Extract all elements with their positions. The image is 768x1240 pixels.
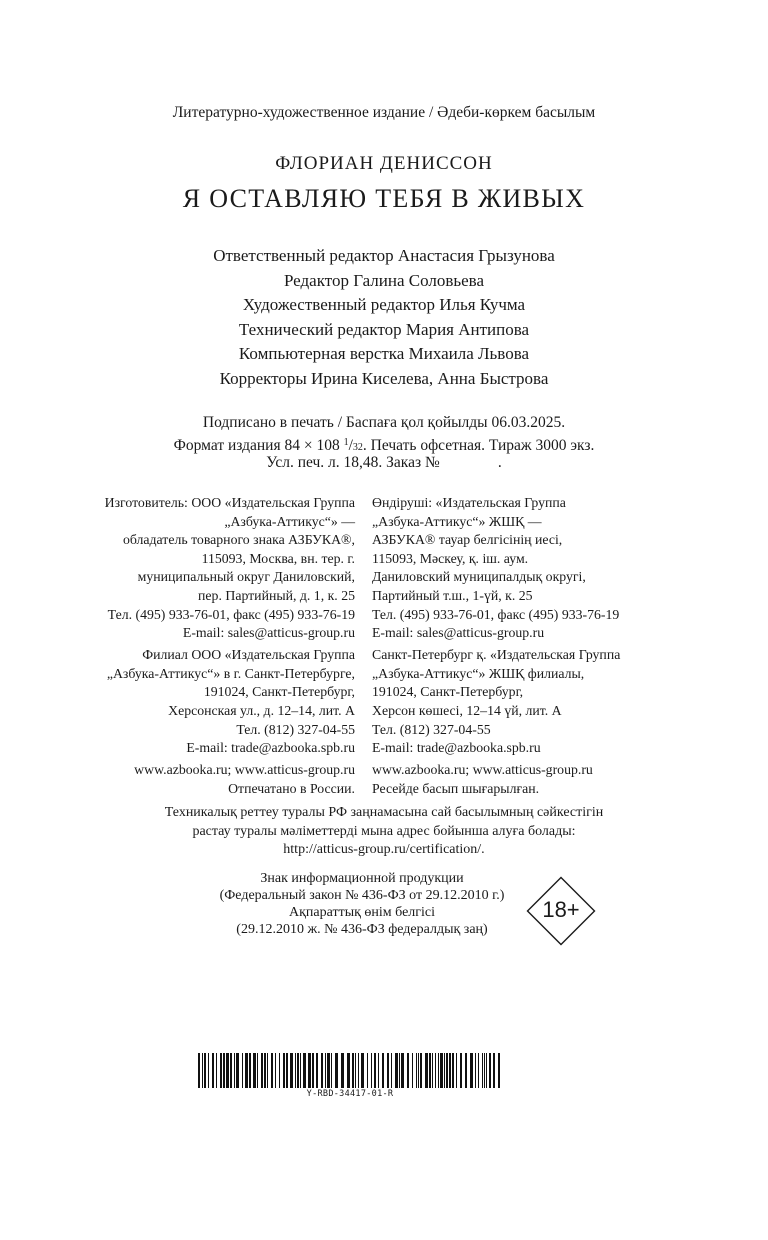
address-line: обладатель товарного знака АЗБУКА®, [122,532,355,548]
barcode-bar [204,1053,206,1088]
barcode-bar [279,1053,280,1088]
barcode-bar [261,1053,263,1088]
branch-block-kz [372,646,702,758]
barcode-bar [257,1053,258,1088]
barcode-bar [399,1053,400,1088]
barcode-bar [331,1053,332,1088]
info-line: (Федеральный закон № 436-ФЗ от 29.12.2010 г.) [219,888,505,903]
barcode-bar [297,1053,299,1088]
barcode-bar [358,1053,359,1088]
staff-line: Компьютерная верстка Михаила Львова [238,344,530,363]
barcode-bar [245,1053,248,1088]
manufacturer-block-ru [60,494,355,643]
barcode-bar [216,1053,217,1088]
barcode-bar [371,1053,372,1088]
book-title: Я ОСТАВЛЯЮ ТЕБЯ В ЖИВЫХ [182,184,586,213]
format-denominator: 32 [352,442,363,453]
barcode-bar [484,1053,485,1088]
barcode-bar [412,1053,413,1088]
barcode-bar [300,1053,301,1088]
web-block-ru [60,761,355,798]
barcode-bar [489,1053,491,1088]
barcode-bar [312,1053,314,1088]
barcode-bar [432,1053,433,1088]
format-line [0,433,768,453]
email-line: E-mail: sales@atticus-group.ru [182,625,355,641]
barcode-bar [220,1053,222,1088]
info-line: Ақпараттық өнім белгісі [288,905,436,920]
barcode-bar [456,1053,457,1088]
publisher-info-kazakh [372,494,702,802]
barcode-bar [382,1053,384,1088]
barcode-bar [335,1053,338,1088]
editorial-staff [0,244,768,391]
format-prefix: Формат издания 84 × 108 [173,437,344,454]
barcode-bar [478,1053,479,1088]
address-line: „Азбука-Аттикус“» в г. Санкт-Петербурге, [106,665,355,681]
barcode-bar [271,1053,273,1088]
barcode-bar [208,1053,209,1088]
barcode-bar [449,1053,451,1088]
barcode-bar [283,1053,285,1088]
web-block-kz [372,761,702,798]
websites-line: www.azbooka.ru; www.atticus-group.ru [372,762,593,778]
barcode-bar [290,1053,293,1088]
phone-line: Тел. (812) 327-04-55 [372,721,491,737]
barcode-bar [308,1053,311,1088]
barcode-bar [226,1053,229,1088]
barcode-bar [212,1053,214,1088]
barcode-bar [327,1053,330,1088]
barcode-bar [275,1053,276,1088]
printed-in-line: Ресейде басып шығарылған. [372,780,540,796]
address-line: Санкт-Петербург қ. «Издательская Группа [372,647,621,663]
barcode-bar [347,1053,350,1088]
staff-line: Корректоры Ирина Киселева, Анна Быстрова [219,368,549,388]
barcode-bar [352,1053,354,1088]
address-line: Өндіруші: «Издательская Группа [372,495,566,510]
email-line: E-mail: trade@azbooka.spb.ru [372,740,541,756]
barcode-bar [341,1053,344,1088]
barcode-bar [438,1053,439,1088]
barcode-bar [429,1053,431,1088]
address-line: Херсонская ул., д. 12–14, лит. А [168,702,355,718]
barcode-bar [493,1053,495,1088]
address-line: 115093, Мәскеу, қ. іш. аум. [372,550,529,566]
certification-notice [0,804,768,860]
barcode-bar [444,1053,445,1088]
barcode-bar [325,1053,326,1088]
information-product-sign [200,870,524,938]
address-line: 191024, Санкт-Петербург, [203,684,355,700]
barcode-bar [374,1053,376,1088]
barcode-bar [446,1053,448,1088]
barcode-bar [391,1053,392,1088]
info-line: (29.12.2010 ж. № 436-ФЗ федералдық заң) [236,922,488,937]
branch-block-ru [60,646,355,758]
barcode-bar [355,1053,356,1088]
address-line: АЗБУКА® тауар белгісінің иесі, [372,532,563,548]
barcode-bar [425,1053,428,1088]
address-line: пер. Партийный, д. 1, к. 25 [198,587,355,603]
edition-type: Литературно-художественное издание / Әдеби-көркем басылым [172,104,596,121]
address-line: Изготовитель: ООО «Издательская Группа [104,495,355,510]
barcode-bar [264,1053,266,1088]
address-line: „Азбука-Аттикус“» — [224,513,355,529]
barcode-bar [223,1053,225,1088]
barcode-bar [435,1053,436,1088]
address-line: 191024, Санкт-Петербург, [372,684,524,700]
barcode-bar [198,1053,200,1088]
barcode-bar [303,1053,306,1088]
certification-line: Техникалық реттеу туралы РФ заңнамасына сай басылымның сәйкестігін [164,805,604,820]
address-line: Партийный т.ш., 1-үй, к. 25 [372,587,533,603]
barcode-bar [401,1053,404,1088]
phone-line: Тел. (495) 933-76-01, факс (495) 933-76-19 [107,606,355,622]
barcode-bar [460,1053,462,1088]
barcode-bar [378,1053,379,1088]
barcode-bar [230,1053,232,1088]
barcode-bar [253,1053,256,1088]
format-numerator: 1 [343,437,349,448]
signed-to-print-line: Подписано в печать / Баспаға қол қойылды 06.03.2025. [202,414,566,431]
barcode-bar [486,1053,487,1088]
staff-line: Ответственный редактор Анастасия Грызунова [213,246,555,265]
barcode-bar [475,1053,476,1088]
author-name: ФЛОРИАН ДЕНИССОН [275,153,493,174]
staff-line: Художественный редактор Илья Кучма [242,295,526,314]
barcode-bar [395,1053,398,1088]
barcode-bar [387,1053,389,1088]
info-line: Знак информационной продукции [260,871,464,886]
phone-line: Тел. (495) 933-76-01, факс (495) 933-76-19 [372,606,620,622]
barcode-bar [482,1053,483,1088]
barcode-bar [465,1053,467,1088]
manufacturer-block-kz [372,494,702,643]
publisher-info-russian [60,494,355,802]
barcode-bar [452,1053,454,1088]
barcode-bar [236,1053,239,1088]
certification-line: растау туралы мәліметтерді мына адрес бойынша алуға болады: [192,823,576,839]
address-line: 115093, Москва, вн. тер. г. [201,550,355,566]
barcode-bar [234,1053,235,1088]
barcode-bar [321,1053,323,1088]
barcode-bar [249,1053,251,1088]
staff-line: Редактор Галина Соловьева [283,270,485,290]
websites-line: www.azbooka.ru; www.atticus-group.ru [134,762,355,778]
printed-in-line: Отпечатано в России. [228,780,355,796]
barcode-bar [420,1053,422,1088]
barcode-bar [407,1053,409,1088]
barcode-bar [418,1053,419,1088]
barcode-bar [202,1053,203,1088]
phone-line: Тел. (812) 327-04-55 [236,721,355,737]
format-fraction [343,437,363,454]
address-line: Даниловский муниципалдық округі, [372,569,586,585]
address-line: „Азбука-Аттикус“» ЖШҚ филиалы, [372,665,585,681]
barcode-bar [242,1053,243,1088]
barcode-bar [498,1053,500,1088]
barcode-bar [470,1053,473,1088]
barcode-bar [286,1053,288,1088]
barcode-bar [267,1053,268,1088]
barcode-bar [316,1053,318,1088]
address-line: муниципальный округ Даниловский, [137,569,355,585]
barcode-icon [198,1053,502,1088]
barcode-bar [367,1053,368,1088]
certification-url: http://atticus-group.ru/certification/. [283,842,485,858]
age-rating-label: 18+ [542,897,580,922]
format-suffix: . Печать офсетная. Тираж 3000 экз. [362,437,595,454]
barcode-bar [440,1053,443,1088]
print-details [0,413,768,473]
email-line: E-mail: sales@atticus-group.ru [372,625,545,641]
address-line: „Азбука-Аттикус“» ЖШҚ — [372,513,542,529]
barcode-bar [295,1053,296,1088]
staff-line: Технический редактор Мария Антипова [238,319,530,339]
format-slash: / [348,437,353,454]
barcode-bar [361,1053,364,1088]
address-line: Херсон көшесі, 12–14 үй, лит. А [372,702,562,718]
barcode-bar [416,1053,417,1088]
email-line: E-mail: trade@azbooka.spb.ru [186,740,355,756]
barcode-code: Y-RBD-34417-01-R [306,1089,394,1099]
address-line: Филиал ООО «Издательская Группа [142,647,355,663]
age-rating-badge [526,876,596,946]
sheets-order-line: Усл. печ. л. 18,48. Заказ № . [266,454,502,471]
